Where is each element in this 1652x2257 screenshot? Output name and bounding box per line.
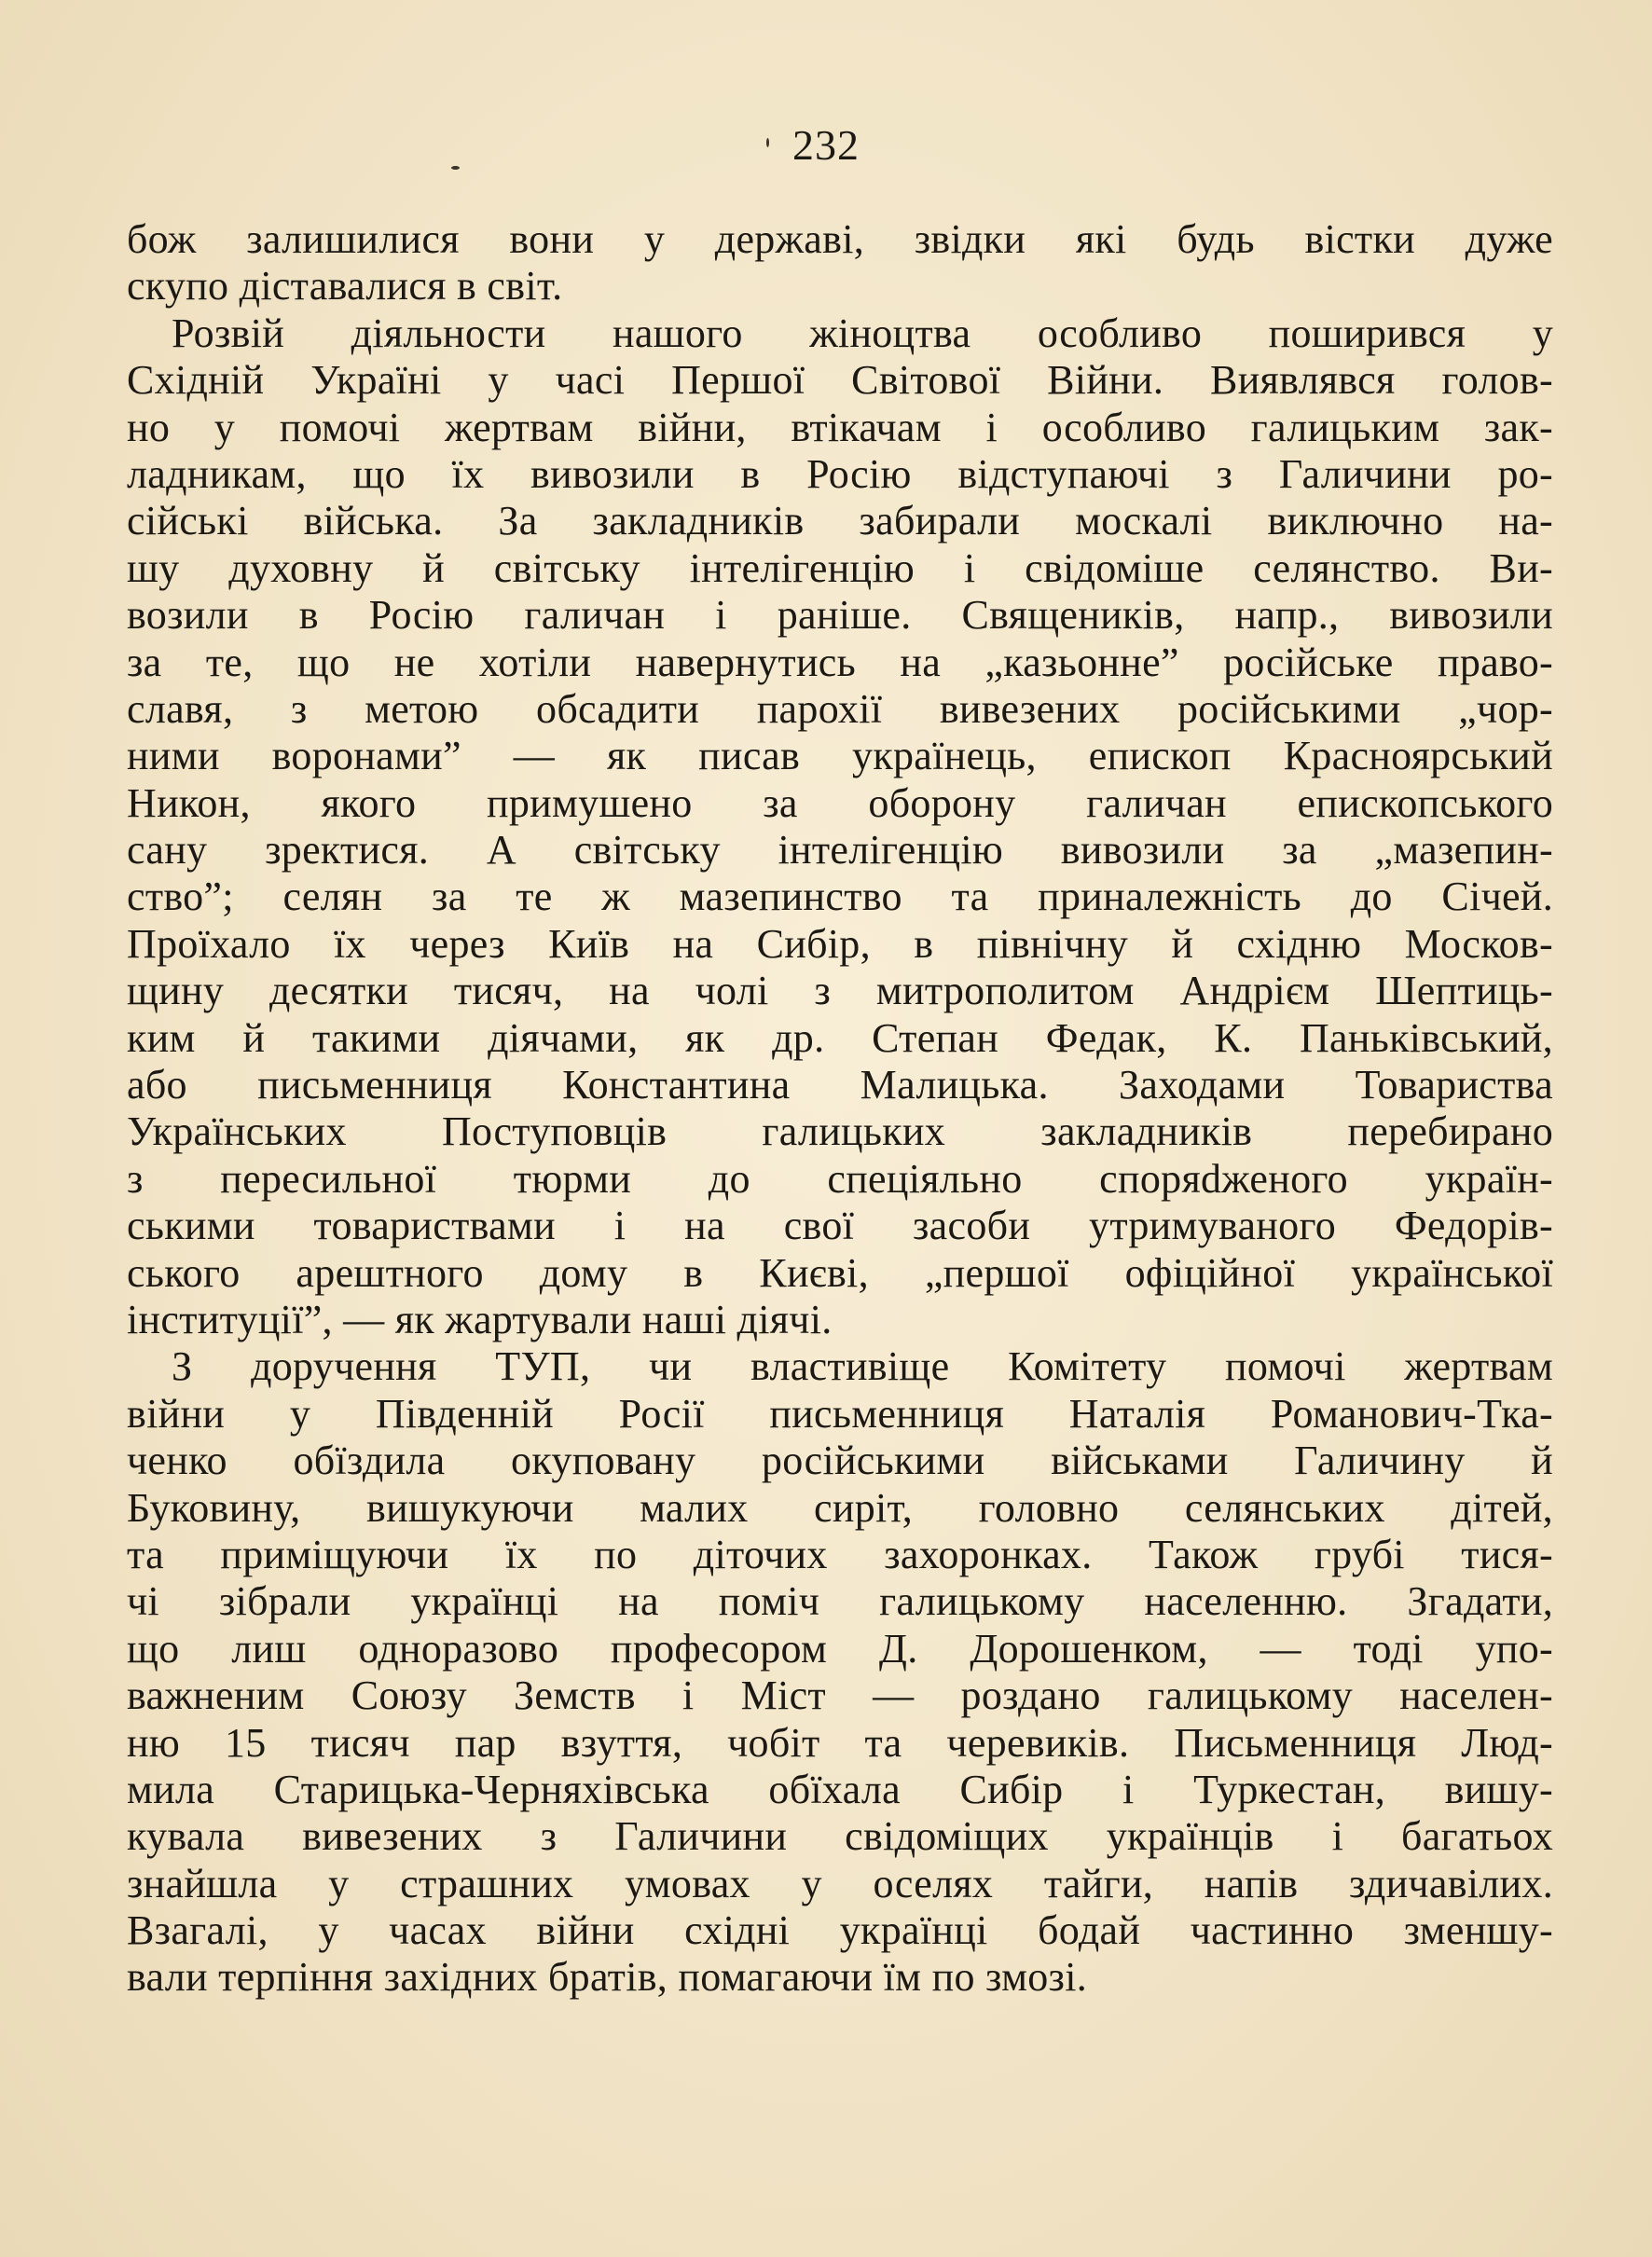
text-line: Проїхало їх через Київ на Сибір, в північну й східню Москов- xyxy=(127,920,1553,967)
text-line: ченко обїздила окуповану російськими військами Галичину й xyxy=(127,1438,1553,1484)
text-line: та приміщуючи їх по діточих захоронках. Також грубі тися- xyxy=(127,1531,1553,1577)
text-line: за те, що не хотіли навернутись на „казьонне” російське право- xyxy=(127,639,1553,685)
text-line: або письменниця Константина Малицька. Заходами Товариства xyxy=(127,1062,1553,1108)
text-line: мила Старицька-Черняхівська обїхала Сибір і Туркестан, вишу- xyxy=(127,1766,1553,1812)
text-line: інституції”, — як жартували наші діячі. xyxy=(127,1296,833,1342)
text-line: ського арештного дому в Києві, „першої офіційної української xyxy=(127,1249,1553,1296)
page-number: 232 xyxy=(792,121,860,169)
text-line: кувала вивезених з Галичини свідоміщих українців і багатьох xyxy=(127,1813,1553,1860)
text-line: ними воронами” — як писав українець, епископ Красноярський xyxy=(127,733,1553,779)
text-line: Розвій діяльности нашого жіноцтва особливо поширився у xyxy=(172,310,1553,356)
text-line: бож залишилися вони у державі, звідки які будь вістки дуже xyxy=(127,216,1553,262)
text-line: возили в Росію галичан і раніше. Священиків, напр., вивозили xyxy=(127,592,1553,639)
text-line: ким й такими діячами, як др. Степан Федак, К. Паньківський, xyxy=(127,1014,1553,1061)
text-line: скупо діставалися в світ. xyxy=(127,263,563,310)
text-line: що лиш одноразово професором Д. Дорошенком, — тоді упо- xyxy=(127,1625,1553,1672)
text-line: щину десятки тисяч, на чолі з митрополитом Андрієм Шептиць- xyxy=(127,968,1553,1014)
text-line: з пересильної тюрми до спеціяльно споряdженого україн- xyxy=(127,1155,1553,1202)
paragraph-2 xyxy=(127,310,1553,1344)
text-line: ню 15 тисяч пар взуття, чобіт та черевиків. Письменниця Люд- xyxy=(127,1719,1553,1766)
text-line: ладникам, що їх вивозили в Росію відступаючі з Галичини ро- xyxy=(127,450,1553,497)
text-line: сійські війська. За закладників забирали москалі виключно на- xyxy=(127,498,1553,544)
text-line: шу духовну й світську інтелігенцію і свідоміше селянство. Ви- xyxy=(127,544,1553,591)
paragraph-1 xyxy=(127,216,1553,310)
print-speck xyxy=(451,166,460,170)
print-speck xyxy=(766,138,769,147)
text-line: знайшла у страшних умовах у оселях тайги, напів здичавілих. xyxy=(127,1860,1553,1906)
text-line: важненим Союзу Земств і Міст — роздано галицькому населен- xyxy=(127,1672,1553,1719)
text-line: Східній Україні у часі Першої Світової Війни. Виявлявся голов- xyxy=(127,357,1553,404)
text-line: Українських Поступовців галицьких закладників перебирано xyxy=(127,1108,1553,1155)
text-line: но у помочі жертвам війни, втікачам і особливо галицьким зак- xyxy=(127,404,1553,450)
text-line: чі зібрали українці на поміч галицькому населенню. Згадати, xyxy=(127,1578,1553,1625)
text-line: Буковину, вишукуючи малих сиріт, головно селянських дітей, xyxy=(127,1484,1553,1531)
text-line: славя, з метою обсадити парохії вивезених російськими „чор- xyxy=(127,685,1553,732)
text-line: ськими товариствами і на свої засоби утримуваного Федорів- xyxy=(127,1203,1553,1249)
text-line: вали терпіння західних братів, помагаючи їм по змозі. xyxy=(127,1954,1088,2001)
text-line: сану зректися. А світську інтелігенцію вивозили за „мазепин- xyxy=(127,827,1553,874)
text-line: З доручення ТУП, чи властивіще Комітету помочі жертвам xyxy=(172,1343,1553,1390)
text-line: Взагалі, у часах війни східні українці бодай частинно зменшу- xyxy=(127,1907,1553,1954)
paragraph-3 xyxy=(127,1343,1553,2001)
text-line: ство”; селян за те ж мазепинство та приналежність до Січей. xyxy=(127,874,1553,920)
text-line: Никон, якого примушено за оборону галичан епископського xyxy=(127,779,1553,826)
body-text xyxy=(127,216,1553,2002)
text-line: війни у Південній Росії письменниця Наталія Романович-Тка- xyxy=(127,1390,1553,1437)
